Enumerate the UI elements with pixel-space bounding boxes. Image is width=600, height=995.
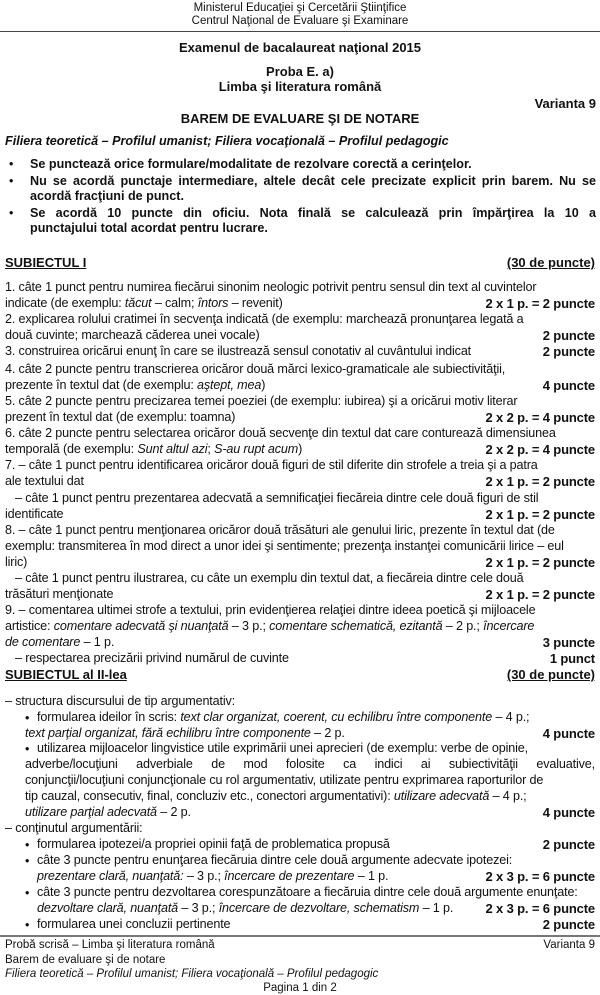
- line-text: ;: [207, 442, 215, 456]
- c2-line-2: prezentare clară, nuanţată: – 3 p.; încercare de prezentare – 1 p. 2 x 3 p. = 6 puncte: [37, 869, 595, 884]
- section-1-line: [5, 280, 595, 296]
- italic-example: comentare schematică, ezitantă: [269, 619, 443, 633]
- c3-line-2: dezvoltare clară, nuanţată – 3 p.; încercare de dezvoltare, schematism – 1 p. 2 x 3 p. = 6 puncte: [37, 901, 595, 916]
- bullet-icon: •: [9, 174, 14, 188]
- section-1-line: [5, 491, 595, 507]
- line-score: 2 x 2 p. = 4 puncte: [485, 442, 595, 457]
- line-text: trăsături menţionate: [5, 587, 114, 601]
- italic-example: aştept, mea: [197, 378, 262, 392]
- section-2-points: (30 de puncte): [506, 667, 595, 682]
- line-text: artistice:: [5, 619, 54, 633]
- b2-line-3: conjuncţii/locuţiuni conjuncţionale cu rol argumentativ, utilizate pentru exprimarea raporturilor de: [25, 773, 544, 787]
- footer-line-3: Filiera teoretică – Profilul umanist; Filiera vocaţională – Profilul pedagogic: [5, 968, 379, 980]
- line-text: 6. câte 2 puncte pentru selectarea oricăror două secvenţe din textul dat care conturează dimensiunea: [5, 426, 556, 440]
- bullet-icon: •: [9, 157, 14, 171]
- section-1-line: [5, 555, 595, 571]
- italic-example: Sunt altul azi: [137, 442, 208, 456]
- line-text: – revenit): [228, 296, 283, 310]
- line-text: – respectarea precizării privind numărul de cuvinte: [5, 651, 289, 665]
- section-1-line: [5, 507, 595, 523]
- footer-line-2: Barem de evaluare şi de notare: [5, 954, 166, 966]
- section-1-line: [5, 426, 595, 442]
- c1-score: 2 puncte: [542, 837, 595, 852]
- section-2-header: [5, 667, 595, 682]
- exam-subject: Limba şi literatura română: [218, 79, 382, 94]
- line-text: 8. – câte 1 punct pentru menţionarea oricăror două trăsături ale genului liric, prezente în textul dat (de: [5, 523, 555, 537]
- section-1-line: [5, 344, 595, 360]
- line-text: – câte 1 punct pentru ilustrarea, cu câte un exemplu din textul dat, a fiecăreia dintre cele două: [5, 571, 524, 585]
- line-score: 2 puncte: [542, 344, 595, 359]
- rule-3-cont: punctajului total acordat pentru lucrare.: [30, 221, 268, 235]
- line-text: ale textului dat: [5, 474, 84, 488]
- section-1-title: SUBIECTUL I: [5, 255, 87, 270]
- exam-title: Examenul de bacalaureat naţional 2015: [178, 40, 422, 55]
- b1-line-2: text parţial organizat, fără echilibru între componente – 2 p. 4 puncte: [25, 726, 595, 741]
- bullet-icon: •: [25, 711, 30, 725]
- center-name: Centrul Naţional de Evaluare şi Examinare: [191, 15, 409, 27]
- section-1-line: [5, 474, 595, 490]
- line-score: 4 puncte: [542, 378, 595, 393]
- section-1-line: [5, 619, 595, 635]
- section-1-line: [5, 539, 595, 555]
- structura-heading: – structura discursului de tip argumentativ:: [5, 694, 235, 708]
- section-1-line: [5, 296, 595, 312]
- section-1-line: [5, 394, 595, 410]
- section-1-line: [5, 378, 595, 394]
- b2-line-4: tip cauzal, consecutiv, final, concluziv etc., conectori argumentativi): utilizare adecvată – 4 p.;: [25, 789, 527, 803]
- variant-label: Varianta 9: [534, 96, 596, 111]
- b1-line-1: formularea ideilor în scris: text clar organizat, coerent, cu echilibru între componente – 4 p.;: [37, 710, 530, 724]
- line-text: ): [298, 442, 303, 456]
- line-text: două cuvinte; marchează căderea unei vocale): [5, 328, 260, 342]
- line-text: 2. explicarea rolului cratimei în secvenţa indicată (de exemplu: marchează pronunţarea legată a: [5, 312, 524, 326]
- section-1-line: [5, 587, 595, 603]
- bullet-icon: •: [25, 886, 30, 900]
- c4-score: 2 puncte: [542, 917, 595, 932]
- c2-score: 2 x 3 p. = 6 puncte: [485, 869, 595, 884]
- line-text: 9. – comentarea ultimei strofe a textului, prin evidenţierea relaţiei dintre ideea poetică şi mijloacele: [5, 603, 536, 617]
- rule-2: Nu se acordă punctaje intermediare, altele decât cele precizate explicit prin barem. Nu se: [30, 174, 596, 188]
- rule-3: Se acordă 10 puncte din oficiu. Nota finală se calculează prin împărţirea la 10 a: [30, 206, 596, 220]
- b2-line-5: utilizare parţial adecvată – 2 p. 4 puncte: [25, 805, 595, 820]
- line-text: prezente în textul dat (de exemplu:: [5, 378, 198, 392]
- footer-line-1: Probă scrisă – Limba şi literatura română Varianta 9: [5, 939, 595, 951]
- line-text: – 1 p.: [80, 635, 115, 649]
- italic-example: încercare: [483, 619, 535, 633]
- rule-1: Se punctează orice formulare/modalitate de rezolvare corectă a cerinţelor.: [30, 157, 472, 171]
- line-score: 2 x 1 p. = 2 puncte: [485, 474, 595, 489]
- header-rule: [0, 31, 600, 32]
- bullet-icon: •: [25, 854, 30, 868]
- c1-line: formularea ipotezei/a propriei opinii faţă de problematica propusă 2 puncte: [37, 837, 595, 852]
- section-1-line: [5, 571, 595, 587]
- line-score: 2 x 1 p. = 2 puncte: [485, 507, 595, 522]
- footer-page-number: Pagina 1 din 2: [263, 982, 337, 994]
- italic-example: întors: [197, 296, 229, 310]
- line-text: prezent în textul dat (de exemplu: toamna): [5, 410, 236, 424]
- section-1-line: [5, 523, 595, 539]
- line-text: – 2 p.;: [442, 619, 484, 633]
- line-score: 2 x 1 p. = 2 puncte: [485, 555, 595, 570]
- italic-example: S-au rupt acum: [214, 442, 299, 456]
- section-1-line: [5, 603, 595, 619]
- line-score: 2 puncte: [542, 328, 595, 343]
- footer-variant: Varianta 9: [543, 939, 595, 951]
- b2-score: 4 puncte: [542, 805, 595, 820]
- line-text: ): [261, 378, 266, 392]
- line-score: 1 punct: [549, 651, 595, 666]
- line-text: exemplu: transmiterea în mod direct a unor idei şi sentimente; prezenţa instanţei comunicării lirice – eul: [5, 539, 564, 553]
- c4-line: formularea unei concluzii pertinente 2 puncte: [37, 917, 595, 932]
- ministry-name: Ministerul Educaţiei şi Cercetării Ştiinţifice: [193, 2, 407, 14]
- line-score: 3 puncte: [542, 635, 595, 650]
- line-text: – calm;: [151, 296, 198, 310]
- exam-proba: Proba E. a): [266, 64, 334, 79]
- line-text: 4. câte 2 puncte pentru transcrierea oricăror două mărci lexico-gramaticale ale subiectivităţii,: [5, 362, 506, 376]
- line-text: 1. câte 1 punct pentru numirea fiecărui sinonim neologic potrivit pentru sensul din text al cuvintelor: [5, 280, 537, 294]
- rule-2-cont: acordă fracţiuni de punct.: [30, 189, 184, 203]
- b1-score: 4 puncte: [542, 726, 595, 741]
- line-text: liric): [5, 555, 28, 569]
- section-1-line: [5, 635, 595, 651]
- line-text: temporală (de exemplu:: [5, 442, 138, 456]
- line-text: 5. câte 2 puncte pentru precizarea temei poeziei (de exemplu: iubirea) şi a oricărui motiv literar: [5, 394, 518, 408]
- line-score: 2 x 1 p. = 2 puncte: [485, 296, 595, 311]
- section-1-header: [5, 255, 595, 270]
- bullet-icon: •: [25, 838, 30, 852]
- section-1-points: (30 de puncte): [506, 255, 595, 270]
- italic-example: comentare adecvată şi nuanţată: [53, 619, 229, 633]
- c3-line-1: câte 3 puncte pentru dezvoltarea corespunzătoare a fiecăruia dintre cele două argumente enunţate:: [37, 885, 578, 899]
- line-score: 2 x 1 p. = 2 puncte: [485, 587, 595, 602]
- italic-example: de comentare: [5, 635, 81, 649]
- line-text: 3. construirea oricărui enunţ în care se ilustrează sensul conotativ al cuvântului indicat: [5, 344, 472, 358]
- line-text: 7. – câte 1 punct pentru identificarea oricăror două figuri de stil diferite din strofele a treia şi a patra: [5, 458, 538, 472]
- b2-line-1: utilizarea mijloacelor lingvistice utile exprimării unei aprecieri (de exemplu: verbe de opinie,: [37, 741, 528, 755]
- barem-title: BAREM DE EVALUARE ŞI DE NOTARE: [180, 111, 420, 126]
- section-1-line: [5, 651, 595, 667]
- section-1-line: [5, 312, 595, 328]
- section-2-title: SUBIECTUL al II-lea: [5, 667, 127, 682]
- c2-line-1: câte 3 puncte pentru enunţarea fiecăruia dintre cele două argumente adecvate ipotezei:: [37, 853, 513, 867]
- line-score: 2 x 2 p. = 4 puncte: [485, 410, 595, 425]
- bullet-icon: •: [25, 742, 30, 756]
- section-1-line: [5, 362, 595, 378]
- section-1-line: [5, 328, 595, 344]
- line-text: – câte 1 punct pentru prezentarea adecvată a semnificaţiei fiecăreia dintre cele două figuri de stil: [5, 491, 539, 505]
- c3-score: 2 x 3 p. = 6 puncte: [485, 901, 595, 916]
- italic-example: tăcut: [124, 296, 152, 310]
- bullet-icon: •: [25, 918, 30, 932]
- line-text: identificate: [5, 507, 64, 521]
- section-1-line: [5, 410, 595, 426]
- line-text: – 3 p.;: [228, 619, 270, 633]
- line-text: indicate (de exemplu:: [5, 296, 125, 310]
- section-1-line: [5, 442, 595, 458]
- b2-line-2: adverbe/locuţiuni adverbiale de mod folosite ca indici ai subiectivităţii evaluative,: [25, 757, 595, 771]
- profile-line: Filiera teoretică – Profilul umanist; Filiera vocaţională – Profilul pedagogic: [5, 134, 449, 148]
- footer-rule: [0, 935, 600, 937]
- continut-heading: – conţinutul argumentării:: [5, 821, 143, 835]
- section-1-line: [5, 458, 595, 474]
- bullet-icon: •: [9, 206, 14, 220]
